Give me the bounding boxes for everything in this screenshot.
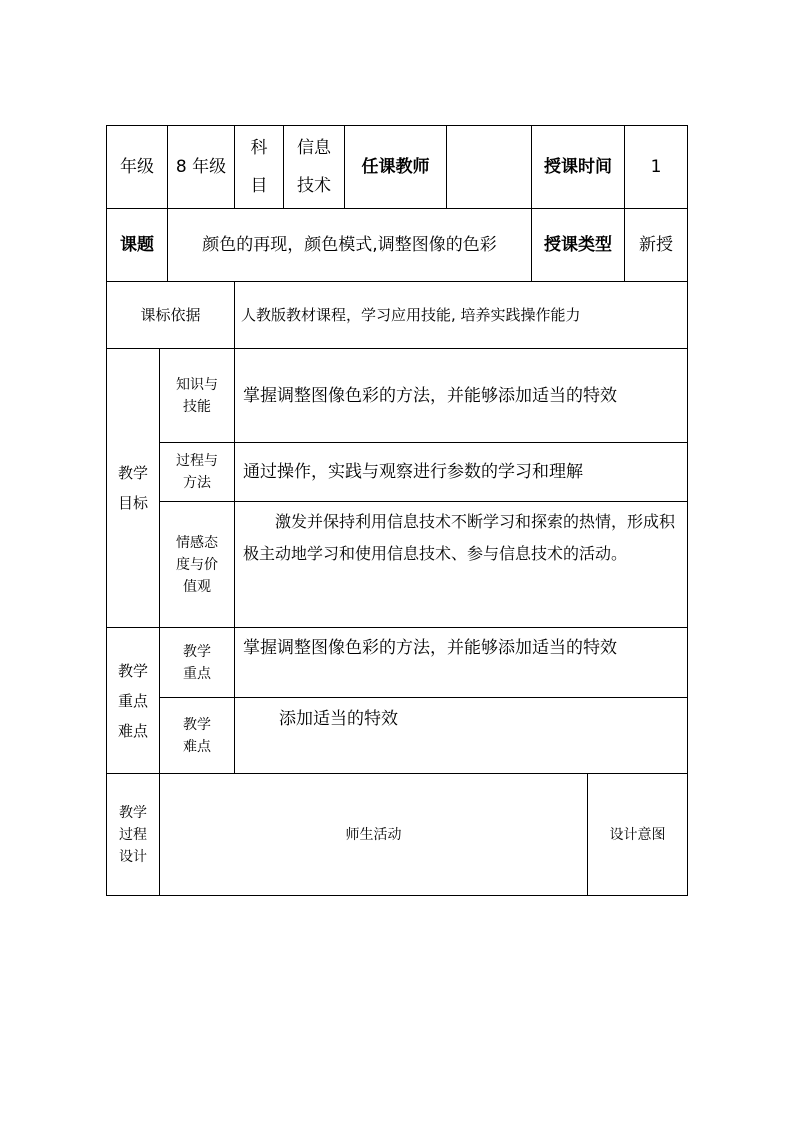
subject-label-line-1: 科: [250, 138, 268, 158]
emotion-value: 激发并保持利用信息技术不断学习和探索的热情，形成积极主动地学习和使用信息技术、参与信息技术的活动。: [243, 512, 676, 563]
subject-value-line-2: 技术: [297, 176, 331, 196]
time-value: 1: [650, 157, 662, 177]
process-method-label-line-2: 方法: [183, 475, 211, 491]
process-design-label: [107, 774, 159, 895]
process-method-label-line-1: 过程与: [176, 453, 218, 469]
emotion-label-line-1: 情感态: [176, 534, 218, 551]
intent-label: 设计意图: [609, 826, 666, 843]
grade-value: 8 年级: [175, 157, 227, 177]
type-value: 新授: [639, 235, 673, 255]
emotion-label: [160, 502, 234, 627]
grade-label: 年级: [120, 157, 154, 177]
key-points-label-line-3: 难点: [117, 721, 148, 740]
teacher-label: 任课教师: [361, 157, 430, 177]
activity-label: 师生活动: [345, 826, 402, 843]
knowledge-label-line-2: 技能: [183, 398, 211, 415]
objectives-label-line-2: 目标: [117, 494, 148, 512]
process-design-label-line-3: 设计: [119, 848, 147, 865]
topic-label: 课题: [120, 235, 154, 255]
focus-label-line-2: 重点: [183, 665, 211, 682]
subject-value: [284, 126, 344, 208]
subject-label-line-2: 目: [250, 176, 268, 196]
objectives-label: [107, 349, 159, 627]
difficulty-label-line-1: 教学: [183, 716, 211, 733]
objectives-label-line-1: 教学: [117, 464, 148, 482]
basis-value: 人教版教材课程，学习应用技能, 培养实践操作能力: [241, 306, 581, 324]
focus-label-line-1: 教学: [183, 643, 211, 660]
time-label: 授课时间: [544, 157, 612, 177]
difficulty-label-line-2: 难点: [183, 738, 211, 755]
emotion-label-line-3: 值观: [183, 578, 211, 595]
knowledge-label: [160, 349, 234, 442]
knowledge-value: 掌握调整图像色彩的方法，并能够添加适当的特效: [243, 385, 617, 406]
focus-label: [160, 628, 234, 697]
knowledge-label-line-1: 知识与: [176, 376, 218, 393]
subject-value-line-1: 信息: [297, 138, 331, 158]
difficulty-label: [160, 698, 234, 773]
process-method-value: 通过操作，实践与观察进行参数的学习和理解: [243, 462, 583, 482]
key-points-label-line-2: 重点: [117, 691, 148, 710]
teacher-value[interactable]: [447, 126, 531, 208]
focus-value: 掌握调整图像色彩的方法，并能够添加适当的特效: [243, 638, 617, 658]
key-points-label-line-1: 教学: [117, 661, 148, 680]
key-points-label: [107, 628, 159, 773]
process-design-label-line-2: 过程: [119, 826, 147, 843]
topic-value: 颜色的再现，颜色模式,调整图像的色彩: [202, 235, 497, 255]
difficulty-value: 添加适当的特效: [279, 709, 398, 729]
type-label: 授课类型: [544, 235, 612, 255]
process-design-label-line-1: 教学: [119, 804, 147, 821]
subject-label: [235, 126, 283, 208]
emotion-label-line-2: 度与价: [176, 556, 218, 573]
basis-label: 课标依据: [140, 306, 201, 324]
process-method-label: [160, 443, 234, 501]
